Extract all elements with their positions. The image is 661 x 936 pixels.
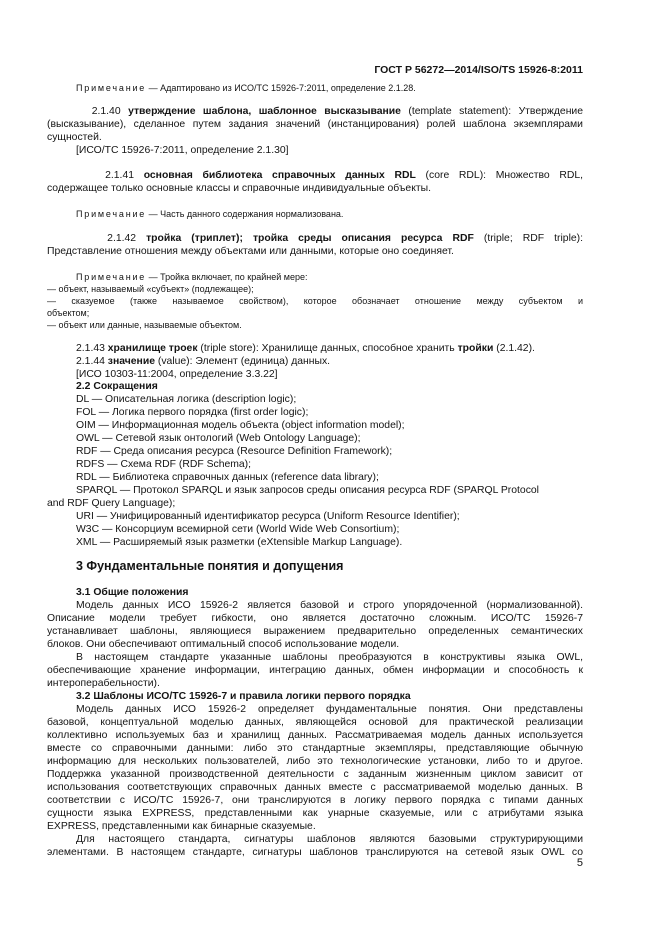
paragraph-line: Модель данных ИСО 15926-2 определяет фундаментальные понятия. Они представлены: [76, 704, 583, 715]
term-number: 2.1.43: [76, 343, 108, 354]
note-label: Примечание: [76, 272, 147, 282]
term-name: хранилище троек: [107, 343, 198, 354]
paragraph-line: Модель данных ИСО 15926-2 является базовой и строго упорядоченной (нормализованной).: [76, 600, 583, 611]
paragraph-line: обеспечивающие хранение информации, интеграцию данных, обмен информации и способность к: [47, 665, 583, 676]
paragraph-line: использования соответствующих справочных данных вместе с рассматриваемой моделью данных. В: [47, 782, 583, 793]
abbr-item: URI — Унифицированный идентификатор ресурса (Uniform Resource Identifier);: [76, 511, 460, 522]
term-source: [ИСО 10303-11:2004, определение 3.3.22]: [76, 369, 278, 380]
term-name: основная библиотека справочных данных RDL: [143, 170, 416, 181]
note-list-item: — объект или данные, называемые объектом.: [47, 320, 242, 330]
paragraph-line: Для настоящего стандарта, сигнатуры шаблонов являются базовыми структурирующими: [76, 834, 583, 845]
paragraph-line: Поддержка указанной производственной деятельности с заданным жизненным циклом зависит от: [47, 769, 583, 780]
abbr-item: RDFS — Схема RDF (RDF Schema);: [76, 459, 252, 470]
abbr-item: FOL — Логика первого порядка (first order logic);: [76, 407, 309, 418]
section-2-2-heading: 2.2 Сокращения: [76, 381, 158, 392]
term-line: сущностей.: [47, 132, 102, 143]
abbr-item: OWL — Сетевой язык онтологий (Web Ontology Language);: [76, 433, 361, 444]
term-text: (2.1.42).: [493, 343, 535, 354]
abbr-item: DL — Описательная логика (description logic);: [76, 394, 297, 405]
term-name: тройка (триплет); тройка среды описания ресурса RDF: [146, 233, 474, 244]
section-3-heading: 3 Фундаментальные понятия и допущения: [76, 559, 344, 573]
paragraph-line: В настоящем стандарте указанные шаблоны преобразуются в конструктивы языка OWL,: [76, 652, 583, 663]
document-header: ГОСТ Р 56272—2014/ISO/TS 15926-8:2011: [374, 64, 583, 76]
paragraph-line: вместе со справочными данными: либо это стандартные экземпляры, представляющие обычную: [47, 743, 583, 754]
term-number: 2.1.44: [76, 356, 108, 367]
term-text: (triple; RDF triple):: [473, 233, 583, 244]
note-list-item: — сказуемое (также называемое свойством), которое обозначает отношение между субъектом и: [47, 296, 583, 306]
paragraph-line: блоков. Они обеспечивают оптимальный способ использование модели.: [47, 639, 400, 650]
term-line: Представление отношения между объектами или данными, которые оно соединяет.: [47, 246, 454, 257]
term-2-1-43: [76, 343, 612, 356]
paragraph-line: сущности языка EXPRESS, представленными как унарные сказуемые, или с атрибутами языка: [47, 808, 583, 819]
term-text: (value): Элемент (единица) данных.: [155, 356, 331, 367]
term-2-1-44: [76, 356, 612, 369]
paragraph-line: базовой, концептуальной моделью данных, являющейся основой для практической реализации: [47, 717, 583, 728]
note-label: Примечание: [76, 83, 147, 93]
term-ref: тройки: [457, 343, 494, 354]
term-name: значение: [107, 356, 155, 367]
term-number: 2.1.42: [107, 233, 137, 244]
term-source: [ИСО/ТС 15926-7:2011, определение 2.1.30]: [76, 145, 289, 156]
paragraph-line: информацию для нескольких пользователей, либо это технологические установки, либо то и другое.: [47, 756, 583, 767]
note-text: — Часть данного содержания нормализована.: [146, 209, 344, 219]
term-2-1-41: [47, 170, 583, 183]
term-2-1-40: [47, 106, 583, 119]
note-label: Примечание: [76, 209, 147, 219]
abbr-item: W3C — Консорциум всемирной сети (World Wide Web Consortium);: [76, 524, 400, 535]
term-text: (template statement): Утверждение: [400, 106, 584, 117]
note-text: — Тройка включает, по крайней мере:: [146, 272, 308, 282]
term-text: (core RDL): Множество RDL,: [415, 170, 583, 181]
paragraph-line: интероперабельности).: [47, 678, 160, 689]
abbr-item: RDF — Среда описания ресурса (Resource Definition Framework);: [76, 446, 393, 457]
abbr-item: XML — Расширяемый язык разметки (eXtensible Markup Language).: [76, 537, 403, 548]
paragraph-line: коллективно используемых баз и хранилищ данных. Рассматриваемая модель данных используется: [47, 730, 583, 741]
section-3-2-heading: 3.2 Шаблоны ИСО/ТС 15926-7 и правила логики первого порядка: [76, 691, 411, 702]
note-list-item: объектом;: [47, 308, 90, 318]
note-2: [76, 208, 612, 221]
abbr-item: RDL — Библиотека справочных данных (reference data library);: [76, 472, 379, 483]
paragraph-line: Описание модели требует гибкости, оно является достаточно сложным. ИСО/ТС 15926-7: [47, 613, 583, 624]
note-3: [76, 271, 612, 284]
note-1: [76, 82, 612, 95]
term-text: (triple store): Хранилище данных, способное хранить: [197, 343, 458, 354]
term-line: содержащее только основные классы и справочные индивидуальные объекты.: [47, 183, 431, 194]
abbr-item: OIM — Информационная модель объекта (object information model);: [76, 420, 405, 431]
term-name: утверждение шаблона, шаблонное высказывание: [128, 106, 401, 117]
section-3-1-heading: 3.1 Общие положения: [76, 587, 189, 598]
term-line: (высказывание), сделанное путем задания значений (инстанцирования) ролей шаблона экземплярами: [47, 119, 583, 130]
paragraph-line: устанавливает шаблоны, являющиеся выражением предварительно определенных семантических: [47, 626, 583, 637]
abbr-item: SPARQL — Протокол SPARQL и язык запросов среды описания ресурса RDF (SPARQL Protocol: [76, 485, 539, 496]
paragraph-line: EXPRESS, представленными как бинарные сказуемые.: [47, 821, 316, 832]
term-number: 2.1.40: [91, 106, 121, 117]
note-text: — Адаптировано из ИСО/ТС 15926-7:2011, определение 2.1.28.: [146, 83, 416, 93]
paragraph-line: элементами. В настоящем стандарте, сигнатуры шаблонов транслируются на сетевой язык OWL со: [47, 847, 583, 858]
term-number: 2.1.41: [105, 170, 134, 181]
paragraph-line: соответствии с ИСО/ТС 15926-7, они транслируются в логику первого порядка с типами данных: [47, 795, 583, 806]
term-2-1-42: [47, 233, 583, 246]
abbr-item: and RDF Query Language);: [47, 498, 176, 509]
page-number: 5: [576, 857, 583, 869]
note-list-item: — объект, называемый «субъект» (подлежащее);: [47, 284, 254, 294]
